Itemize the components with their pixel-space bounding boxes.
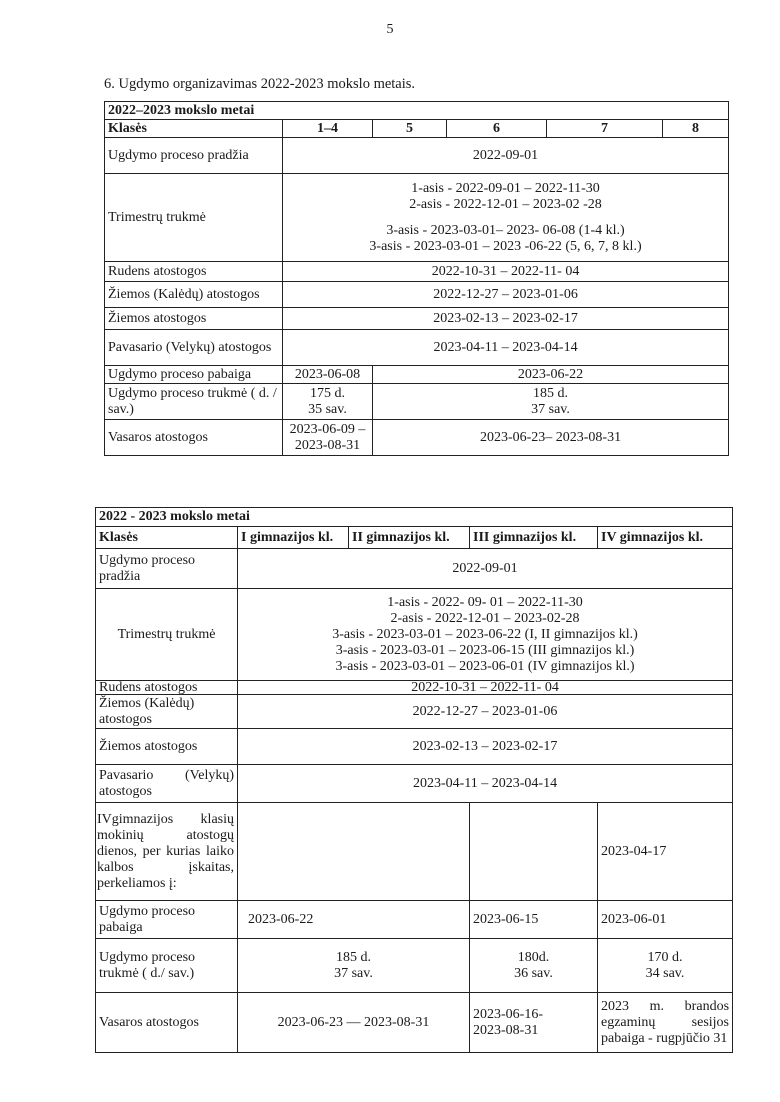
- trimester-values: [283, 174, 729, 262]
- trimester-values: 1-asis - 2022- 09- 01 – 2022-11-30 2-asis - 2022-12-01 – 2023-02-28 3-asis - 2023-03-01 – 2023-06-22 (I, II gimnazijos kl.) 3-asis - 2023-03-01 – 2023-06-15 (III gimnazijos kl.) 3-asis - 2023-03-01 – 2023-06-01 (IV gimnazijos kl.): [238, 589, 733, 681]
- row-label: Žiemos atostogos: [105, 308, 283, 330]
- row-label: Vasaros atostogos: [105, 420, 283, 456]
- classes-label: Klasės: [96, 527, 238, 549]
- row-label: Ugdymo proceso trukmė ( d./ sav.): [96, 939, 238, 993]
- row-value: 185 d. 37 sav.: [373, 384, 729, 420]
- row-value: 2022-09-01: [283, 138, 729, 174]
- row-value: 2022-12-27 – 2023-01-06: [238, 695, 733, 729]
- classes-label: Klasės: [105, 120, 283, 138]
- row-value: 2023-04-11 – 2023-04-14: [283, 330, 729, 366]
- row-value: 2023-06-23– 2023-08-31: [373, 420, 729, 456]
- row-label: Rudens atostogos: [96, 681, 238, 695]
- row-label: Rudens atostogos: [105, 262, 283, 282]
- row-label: Žiemos (Kalėdų) atostogos: [105, 282, 283, 308]
- table-title: 2022 - 2023 mokslo metai: [96, 508, 733, 527]
- grade-header: II gimnazijos kl.: [349, 527, 470, 549]
- grade-header: IV gimnazijos kl.: [598, 527, 733, 549]
- row-label: Trimestrų trukmė: [96, 589, 238, 681]
- grade-header: 7: [547, 120, 663, 138]
- empty-cell: [470, 803, 598, 901]
- grade-header: III gimnazijos kl.: [470, 527, 598, 549]
- row-label: Ugdymo proceso trukmė ( d. / sav.): [105, 384, 283, 420]
- row-value: 2023-04-17: [598, 803, 733, 901]
- row-value: 2023-06-15: [470, 901, 598, 939]
- row-value: 2023-06-08: [283, 366, 373, 384]
- row-value: 2023-06-16- 2023-08-31: [470, 993, 598, 1053]
- row-value: 2023-06-09 – 2023-08-31: [283, 420, 373, 456]
- row-value: 2022-10-31 – 2022-11- 04: [283, 262, 729, 282]
- row-value: 185 d. 37 sav.: [238, 939, 470, 993]
- row-label: Žiemos atostogos: [96, 729, 238, 765]
- row-value: 180d. 36 sav.: [470, 939, 598, 993]
- row-value: 175 d. 35 sav.: [283, 384, 373, 420]
- row-value: 2022-10-31 – 2022-11- 04: [238, 681, 733, 695]
- row-label: Ugdymo proceso pradžia: [105, 138, 283, 174]
- grade-header: 5: [373, 120, 447, 138]
- row-label: Ugdymo proceso pradžia: [96, 549, 238, 589]
- row-value: 2023 m. brandos egzaminų sesijos pabaiga - rugpjūčio 31: [598, 993, 733, 1053]
- trimesters-part-b: 3-asis - 2023-03-01– 2023- 06-08 (1-4 kl.) 3-asis - 2023-03-01 – 2023 -06-22 (5, 6, 7, 8 kl.): [369, 222, 642, 254]
- row-value: 2023-02-13 – 2023-02-17: [238, 729, 733, 765]
- row-label: Ugdymo proceso pabaiga: [105, 366, 283, 384]
- grade-header: 1–4: [283, 120, 373, 138]
- row-value: 2022-12-27 – 2023-01-06: [283, 282, 729, 308]
- row-value: 2023-02-13 – 2023-02-17: [283, 308, 729, 330]
- table-title: 2022–2023 mokslo metai: [105, 102, 729, 120]
- row-label: Pavasario (Velykų) atostogos: [96, 765, 238, 803]
- row-value: 2023-06-01: [598, 901, 733, 939]
- row-value: 2022-09-01: [238, 549, 733, 589]
- row-value: 2023-06-22: [238, 901, 470, 939]
- grade-header: 8: [663, 120, 729, 138]
- row-label: IVgimnazijos klasių mokinių atostogų dienos, per kurias laiko kalbos įskaitas, perkeliamos į:: [96, 803, 238, 901]
- page-number: 5: [386, 22, 394, 37]
- trimesters-part-a: 1-asis - 2022-09-01 – 2022-11-30 2-asis - 2022-12-01 – 2023-02 -28: [409, 180, 602, 212]
- row-label: Trimestrų trukmė: [105, 174, 283, 262]
- schedule-table-1-8: [104, 101, 729, 456]
- row-label: Ugdymo proceso pabaiga: [96, 901, 238, 939]
- row-value: 2023-06-23 — 2023-08-31: [238, 993, 470, 1053]
- row-value: 2023-06-22: [373, 366, 729, 384]
- grade-header: 6: [447, 120, 547, 138]
- row-value: 2023-04-11 – 2023-04-14: [238, 765, 733, 803]
- section-heading: 6. Ugdymo organizavimas 2022-2023 mokslo metais.: [104, 76, 416, 92]
- row-value: 170 d. 34 sav.: [598, 939, 733, 993]
- grade-header: I gimnazijos kl.: [238, 527, 349, 549]
- row-label: Pavasario (Velykų) atostogos: [105, 330, 283, 366]
- row-label: Vasaros atostogos: [96, 993, 238, 1053]
- schedule-table-gymnasium: [95, 507, 733, 1053]
- empty-cell: [238, 803, 470, 901]
- row-label: Žiemos (Kalėdų) atostogos: [96, 695, 238, 729]
